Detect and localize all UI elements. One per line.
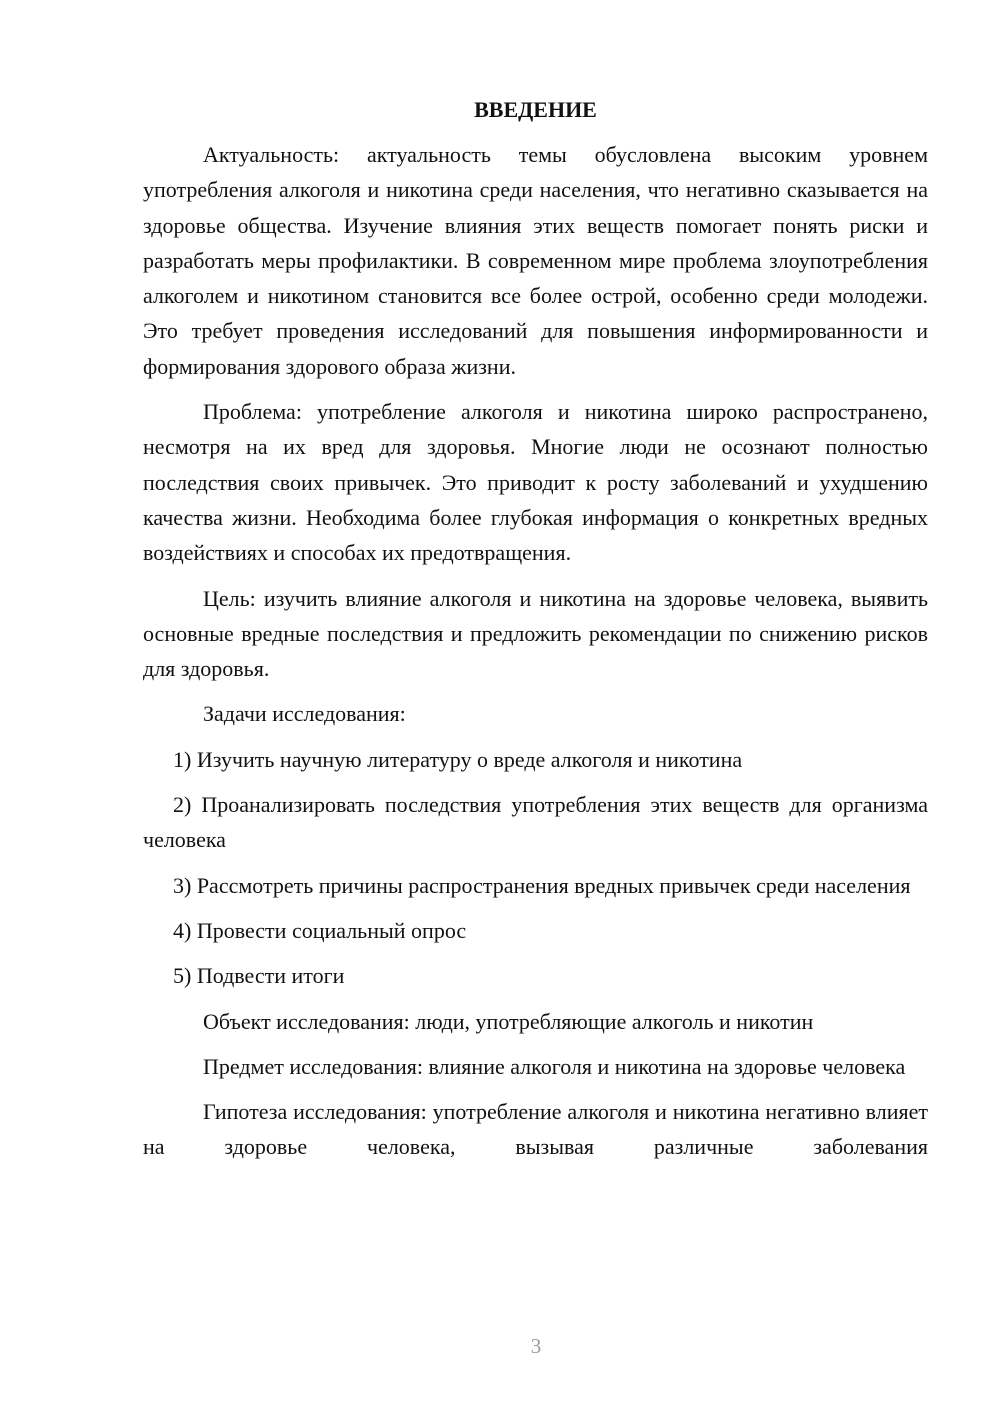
document-page: [143, 95, 928, 1175]
page-number: 3: [530, 1334, 542, 1358]
problem-paragraph: Проблема: употребление алкоголя и никотина широко распространено, несмотря на их вред для здоровья. Многие люди не осознают полностью последствия своих привычек. Это приводит к росту заболеваний и ухудшению качества жизни. Необходима более глубокая информация о конкретных вредных воздействиях и способах их предотвращения.: [143, 399, 928, 566]
task-item: 3) Рассмотреть причины распространения вредных привычек среди населения: [173, 872, 911, 898]
task-item: 2) Проанализировать последствия употребления этих веществ для организма человека: [143, 792, 928, 853]
subject-paragraph: Предмет исследования: влияние алкоголя и никотина на здоровье человека: [203, 1053, 906, 1079]
object-paragraph: Объект исследования: люди, употребляющие алкоголь и никотин: [203, 1008, 814, 1034]
relevance-paragraph: Актуальность: актуальность темы обусловлена высоким уровнем употребления алкоголя и никотина среди населения, что негативно сказывается на здоровье общества. Изучение влияния этих веществ помогает понять риски и разработать меры профилактики. В современном мире проблема злоупотребления алкоголем и никотином становится все более острой, особенно среди молодежи. Это требует проведения исследований для повышения информированности и формирования здорового образа жизни.: [143, 142, 928, 379]
task-item: 1) Изучить научную литературу о вреде алкоголя и никотина: [173, 746, 743, 772]
goal-paragraph: Цель: изучить влияние алкоголя и никотина на здоровье человека, выявить основные вредные последствия и предложить рекомендации по снижению рисков для здоровья.: [143, 585, 928, 682]
task-item: 5) Подвести итоги: [173, 963, 345, 989]
hypothesis-paragraph: Гипотеза исследования: употребление алкоголя и никотина негативно влияет на здоровье человека, вызывая различные заболевания: [143, 1099, 928, 1160]
tasks-heading: Задачи исследования:: [203, 701, 406, 727]
section-title: ВВЕДЕНИЕ: [474, 97, 597, 122]
task-item: 4) Провести социальный опрос: [173, 917, 467, 943]
